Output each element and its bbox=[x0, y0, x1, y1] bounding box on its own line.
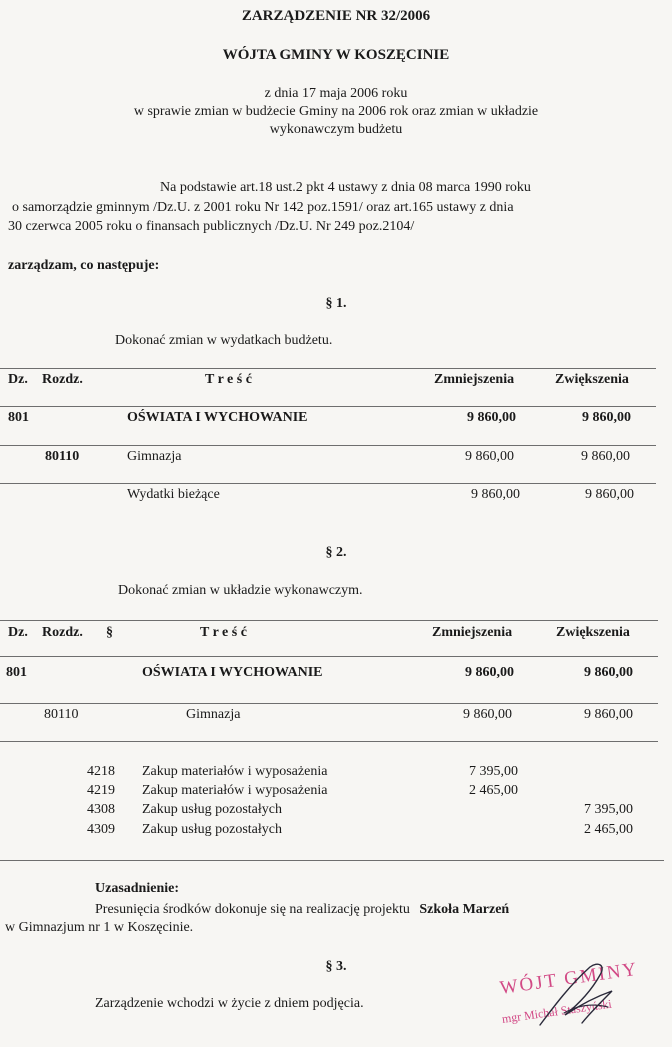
table1-row1-dz: 801 bbox=[8, 410, 29, 425]
table1-header-decrease: Zmniejszenia bbox=[434, 372, 515, 387]
document-title: ZARZĄDZENIE NR 32/2006 bbox=[241, 8, 431, 24]
project-name: Szkoła Marzeń bbox=[419, 902, 510, 917]
handwritten-signature bbox=[520, 955, 630, 1035]
table1-top-rule bbox=[0, 368, 656, 369]
table2-header-paragraph: § bbox=[106, 625, 113, 640]
table1-row2-rozdz: 80110 bbox=[45, 449, 80, 464]
table1-row2-increase: 9 860,00 bbox=[581, 449, 630, 464]
table1-row1-tresc: OŚWIATA I WYCHOWANIE bbox=[127, 410, 308, 425]
table1-header-increase: Zwiększenia bbox=[555, 372, 629, 387]
preamble-line2: o samorządzie gminnym /Dz.U. z 2001 roku Nr 142 poz.1591/ oraz art.165 ustawy z dnia bbox=[12, 200, 514, 215]
table1-row2-decrease: 9 860,00 bbox=[465, 449, 514, 464]
table2-item1-paragraph: 4218 bbox=[87, 764, 115, 779]
table2-header-rozdz: Rozdz. bbox=[42, 625, 83, 640]
section3-text: Zarządzenie wchodzi w życie z dniem podjęcia. bbox=[95, 996, 364, 1011]
table1-row2-tresc: Gimnazja bbox=[127, 449, 182, 464]
table2-header-rule bbox=[0, 656, 658, 657]
section1-heading: § 1. bbox=[325, 296, 347, 311]
table1-header-rule bbox=[0, 406, 656, 407]
table2-item2-decrease: 2 465,00 bbox=[469, 783, 518, 798]
justification-text: Presunięcia środków dokonuje się na realizację projektu bbox=[95, 902, 410, 917]
table2-item4-tresc: Zakup usług pozostałych bbox=[142, 822, 282, 837]
table2-dept-tresc: OŚWIATA I WYCHOWANIE bbox=[142, 665, 323, 680]
table2-item2-paragraph: 4219 bbox=[87, 783, 115, 798]
table2-item1-tresc: Zakup materiałów i wyposażenia bbox=[142, 764, 328, 779]
table2-bottom-rule bbox=[0, 860, 664, 861]
ordering-clause: zarządzam, co następuje: bbox=[8, 258, 160, 273]
table2-item3-increase: 7 395,00 bbox=[584, 802, 633, 817]
table2-chapter-increase: 9 860,00 bbox=[584, 707, 633, 722]
table2-chapter-decrease: 9 860,00 bbox=[463, 707, 512, 722]
section2-intro: Dokonać zmian w układzie wykonawczym. bbox=[118, 583, 363, 598]
preamble-line3: 30 czerwca 2005 roku o finansach publicznych /Dz.U. Nr 249 poz.2104/ bbox=[8, 219, 415, 234]
table2-dept-rule bbox=[0, 703, 658, 704]
section3-heading: § 3. bbox=[325, 959, 347, 974]
table1-row3-tresc: Wydatki bieżące bbox=[127, 487, 220, 502]
document-subject-line1: w sprawie zmian w budżecie Gminy na 2006 rok oraz zmian w układzie bbox=[133, 104, 539, 119]
justification-line1 bbox=[95, 902, 509, 918]
table2-item3-paragraph: 4308 bbox=[87, 802, 115, 817]
issuing-authority: WÓJTA GMINY W KOSZĘCINIE bbox=[222, 47, 450, 63]
table2-chapter-tresc: Gimnazja bbox=[186, 707, 241, 722]
justification-line2: w Gimnazjum nr 1 w Koszęcinie. bbox=[5, 920, 194, 935]
table2-header-dz: Dz. bbox=[8, 625, 28, 640]
stamp-name: mgr Michał Staszyński bbox=[500, 996, 613, 1026]
table1-row2-rule bbox=[0, 483, 656, 484]
table1-header-rozdz: Rozdz. bbox=[42, 372, 83, 387]
table2-item4-paragraph: 4309 bbox=[87, 822, 115, 837]
document-date: z dnia 17 maja 2006 roku bbox=[264, 86, 408, 101]
table2-chapter-rozdz: 80110 bbox=[44, 707, 79, 722]
table1-row3-decrease: 9 860,00 bbox=[471, 487, 520, 502]
document-subject-line2: wykonawczym budżetu bbox=[269, 122, 403, 137]
table2-item4-increase: 2 465,00 bbox=[584, 822, 633, 837]
table1-header-dz: Dz. bbox=[8, 372, 28, 387]
table2-dept-increase: 9 860,00 bbox=[584, 665, 633, 680]
justification-heading: Uzasadnienie: bbox=[95, 881, 179, 896]
preamble-line1: Na podstawie art.18 ust.2 pkt 4 ustawy z dnia 08 marca 1990 roku bbox=[160, 180, 531, 195]
table2-header-increase: Zwiększenia bbox=[556, 625, 630, 640]
table2-top-rule bbox=[0, 620, 658, 621]
table2-dept-dz: 801 bbox=[6, 665, 27, 680]
section1-intro: Dokonać zmian w wydatkach budżetu. bbox=[115, 333, 333, 348]
table1-row1-decrease: 9 860,00 bbox=[467, 410, 516, 425]
table2-header-decrease: Zmniejszenia bbox=[432, 625, 513, 640]
table1-row1-increase: 9 860,00 bbox=[582, 410, 631, 425]
table2-item2-tresc: Zakup materiałów i wyposażenia bbox=[142, 783, 328, 798]
table2-chapter-rule bbox=[0, 741, 658, 742]
table1-header-tresc: T r e ś ć bbox=[205, 372, 252, 387]
table2-dept-decrease: 9 860,00 bbox=[465, 665, 514, 680]
table2-item3-tresc: Zakup usług pozostałych bbox=[142, 802, 282, 817]
stamp-title: WÓJT GMINY bbox=[498, 958, 640, 999]
table2-header-tresc: T r e ś ć bbox=[200, 625, 247, 640]
table1-row1-rule bbox=[0, 445, 656, 446]
table1-row3-increase: 9 860,00 bbox=[585, 487, 634, 502]
table2-item1-decrease: 7 395,00 bbox=[469, 764, 518, 779]
section2-heading: § 2. bbox=[325, 545, 347, 560]
